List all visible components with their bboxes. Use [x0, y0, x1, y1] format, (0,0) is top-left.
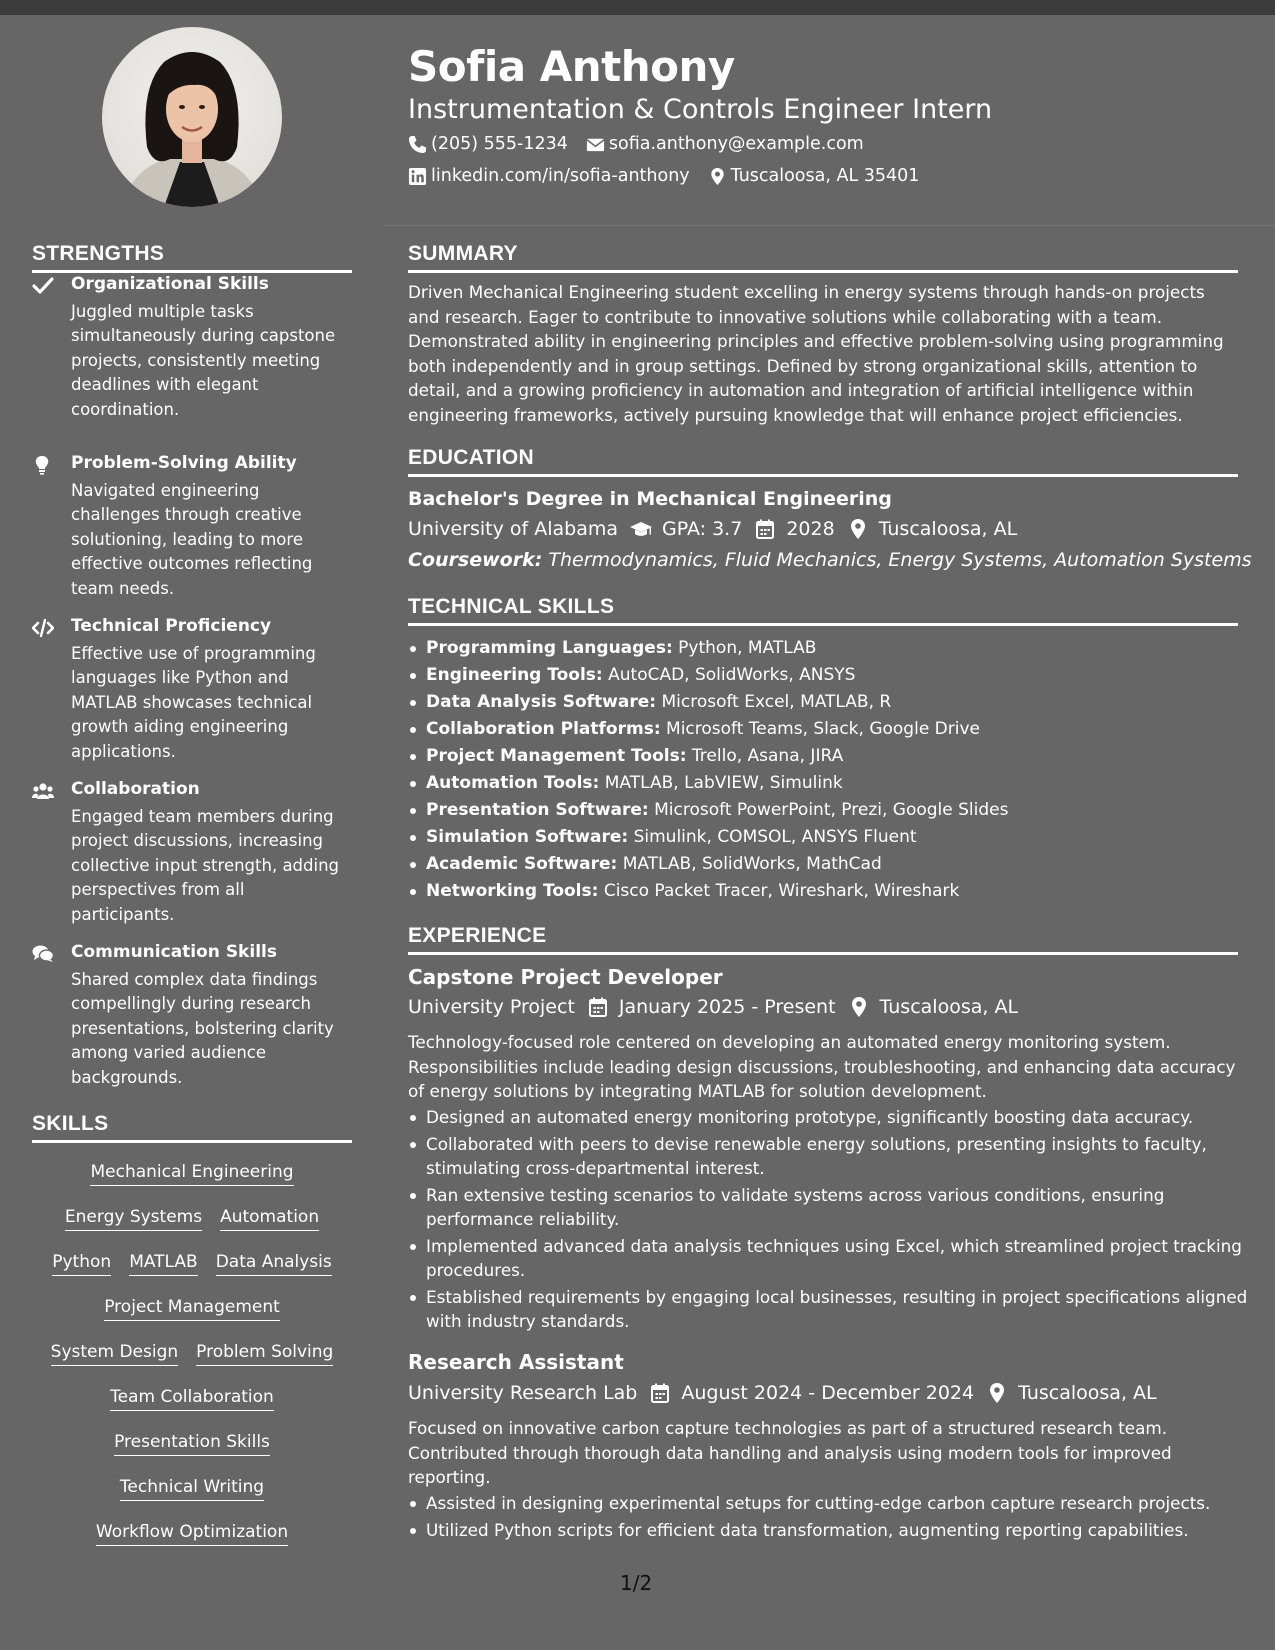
list-item: Utilized Python scripts for efficient data transformation, augmenting reporting capabilities.: [426, 1518, 1256, 1543]
job-description: Focused on innovative carbon capture technologies as part of a structured research team. Contributed through thorough data handling and analysis using modern tools for improved reporting.: [408, 1418, 1172, 1487]
job-title: Capstone Project Developer: [408, 965, 723, 989]
list-item: Implemented advanced data analysis techniques using Excel, which streamlined project tracking procedures.: [426, 1234, 1256, 1283]
skill-values: AutoCAD, SolidWorks, ANSYS: [608, 665, 856, 685]
skill-tag: MATLAB: [129, 1252, 198, 1276]
strength-title: Collaboration: [71, 779, 200, 799]
list-item: Established requirements by engaging local businesses, resulting in project specifications aligned with industry standards.: [426, 1285, 1256, 1334]
skill-row: [32, 1342, 352, 1366]
skill-row: [32, 1297, 352, 1321]
school-name: University of Alabama: [408, 518, 619, 540]
skill-tag: Automation: [220, 1207, 319, 1231]
skill-category: Programming Languages:: [426, 638, 673, 658]
job-location: Tuscaloosa, AL: [1018, 1382, 1157, 1404]
phone-text: (205) 555-1234: [431, 134, 568, 154]
education-location: Tuscaloosa, AL: [878, 518, 1018, 540]
gpa-text: GPA: 3.7: [662, 518, 743, 540]
location-text: Tuscaloosa, AL 35401: [730, 166, 920, 186]
top-bar: [0, 0, 1275, 15]
contact-line: [408, 166, 937, 186]
list-item: Designed an automated energy monitoring prototype, significantly boosting data accuracy.: [426, 1105, 1256, 1130]
list-item: Ran extensive testing scenarios to validate systems across various conditions, ensuring performance reliability.: [426, 1183, 1256, 1232]
map-pin-icon: [986, 1382, 1008, 1404]
linkedin-icon: [408, 167, 427, 186]
skill-tag: Data Analysis: [216, 1252, 332, 1276]
skill-category: Engineering Tools:: [426, 665, 603, 685]
strength-title: Problem-Solving Ability: [71, 453, 297, 473]
skill-values: Cisco Packet Tracer, Wireshark, Wireshark: [603, 881, 960, 901]
job-dates: January 2025 - Present: [618, 996, 836, 1018]
calendar-icon: [754, 518, 776, 540]
phone-icon: [408, 135, 427, 154]
skill-values: Simulink, COMSOL, ANSYS Fluent: [633, 827, 917, 847]
page-number: 1/2: [620, 1571, 653, 1595]
strength-description: Juggled multiple tasks simultaneously during capstone projects, consistently meeting deadlines with elegant coordination.: [71, 302, 336, 419]
skill-category: Simulation Software:: [426, 827, 629, 847]
technical-skills-heading: TECHNICAL SKILLS: [408, 595, 1238, 626]
experience-heading: EXPERIENCE: [408, 924, 1238, 955]
users-icon: [32, 781, 56, 801]
strength-description: Navigated engineering challenges through creative solutioning, leading to more effective outcomes reflecting team needs.: [71, 481, 313, 598]
skill-category: Presentation Software:: [426, 800, 649, 820]
job-org: University Research Lab: [408, 1382, 638, 1404]
skill-tag: Energy Systems: [65, 1207, 202, 1231]
skill-tag: Presentation Skills: [114, 1432, 270, 1456]
calendar-icon: [649, 1382, 671, 1404]
skill-row: [32, 1387, 352, 1411]
strength-title: Technical Proficiency: [71, 616, 272, 636]
checkmark-icon: [32, 276, 56, 296]
coursework-label: Coursework:: [408, 549, 543, 571]
profile-photo: [102, 27, 282, 207]
skill-tag: Workflow Optimization: [96, 1522, 288, 1546]
job-title: Research Assistant: [408, 1350, 624, 1374]
lightbulb-icon: [32, 455, 56, 475]
list-item: [426, 880, 1256, 907]
list-item: [426, 637, 1256, 664]
map-pin-icon: [847, 518, 869, 540]
location-contact: [708, 166, 920, 186]
education-meta: [408, 518, 1017, 540]
skill-row: [32, 1522, 352, 1546]
education-heading: EDUCATION: [408, 446, 1238, 477]
skill-tag: Team Collaboration: [110, 1387, 274, 1411]
coursework-line: [408, 549, 1252, 571]
job-org: University Project: [408, 996, 575, 1018]
chat-bubbles-icon: [32, 944, 56, 964]
skill-category: Project Management Tools:: [426, 746, 687, 766]
technical-skills-list: [408, 637, 1256, 907]
skills-heading: SKILLS: [32, 1112, 352, 1143]
list-item: [426, 664, 1256, 691]
job-description: Technology-focused role centered on developing an automated energy monitoring system. Responsibilities include leading design discussions, troubleshooting, and enhancing data accuracy of energy solutions by integrating MATLAB for solution development.: [408, 1032, 1236, 1101]
skill-category: Collaboration Platforms:: [426, 719, 661, 739]
skill-values: Trello, Asana, JIRA: [691, 746, 844, 766]
summary-text: Driven Mechanical Engineering student excelling in energy systems through hands-on projects and research. Eager to contribute to innovative solutions while collaborating with a team. Demonstrated ability in engineering principles and effective problem-solving using programming both independently and in group settings. Defined by strong organizational skills, attention to detail, and a growing proficiency in automation and integration of artificial intelligence within engineering frameworks, actively pursuing knowledge that will enhance project efficiencies.: [408, 282, 1224, 425]
list-item: [426, 772, 1256, 799]
job-bullets: [408, 1491, 1256, 1544]
skill-values: Microsoft Teams, Slack, Google Drive: [666, 719, 980, 739]
list-item: [426, 691, 1256, 718]
candidate-name: Sofia Anthony: [408, 42, 735, 91]
skill-values: Microsoft Excel, MATLAB, R: [661, 692, 892, 712]
strength-description: Shared complex data findings compellingly during research presentations, bolstering clarity among varied audience backgrounds.: [71, 970, 334, 1087]
skill-row: [32, 1252, 352, 1276]
skill-category: Automation Tools:: [426, 773, 600, 793]
skill-values: Python, MATLAB: [678, 638, 817, 658]
email-contact[interactable]: [586, 134, 864, 154]
list-item: [426, 745, 1256, 772]
strength-title: Communication Skills: [71, 942, 277, 962]
strength-title: Organizational Skills: [71, 274, 269, 294]
linkedin-contact[interactable]: [408, 166, 690, 186]
map-pin-icon: [848, 996, 870, 1018]
list-item: [426, 853, 1256, 880]
skill-row: [32, 1477, 352, 1501]
skill-category: Data Analysis Software:: [426, 692, 657, 712]
job-location: Tuscaloosa, AL: [879, 996, 1019, 1018]
skill-category: Networking Tools:: [426, 881, 599, 901]
strengths-heading: STRENGTHS: [32, 242, 352, 273]
coursework-text: Thermodynamics, Fluid Mechanics, Energy Systems, Automation Systems: [548, 549, 1252, 571]
skill-values: MATLAB, LabVIEW, Simulink: [604, 773, 843, 793]
list-item: [426, 826, 1256, 853]
skill-row: [32, 1207, 352, 1231]
graduation-year: 2028: [786, 518, 835, 540]
skill-row: [32, 1432, 352, 1456]
list-item: Assisted in designing experimental setups for cutting-edge carbon capture research projects.: [426, 1491, 1256, 1516]
linkedin-text: linkedin.com/in/sofia-anthony: [431, 166, 690, 186]
map-pin-icon: [708, 167, 727, 186]
skill-tag: Problem Solving: [196, 1342, 333, 1366]
job-meta: [408, 996, 1018, 1018]
skill-tag: Technical Writing: [120, 1477, 264, 1501]
skill-category: Academic Software:: [426, 854, 618, 874]
envelope-icon: [586, 135, 605, 154]
skill-tag: Project Management: [104, 1297, 280, 1321]
job-bullets: [408, 1105, 1256, 1336]
skill-tag: System Design: [51, 1342, 179, 1366]
summary-heading: SUMMARY: [408, 242, 1238, 273]
skill-values: Microsoft PowerPoint, Prezi, Google Slides: [654, 800, 1009, 820]
skill-values: MATLAB, SolidWorks, MathCad: [622, 854, 882, 874]
code-icon: [32, 618, 56, 638]
skill-tag: Mechanical Engineering: [90, 1162, 293, 1186]
phone-contact[interactable]: [408, 134, 568, 154]
contact-line: [408, 134, 882, 154]
list-item: Collaborated with peers to devise renewable energy solutions, presenting insights to faculty, stimulating cross-departmental interest.: [426, 1132, 1256, 1181]
list-item: [426, 718, 1256, 745]
candidate-role: Instrumentation & Controls Engineer Intern: [408, 94, 993, 125]
graduation-cap-icon: [630, 518, 652, 540]
job-meta: [408, 1382, 1157, 1404]
strength-description: Effective use of programming languages like Python and MATLAB showcases technical growth aiding engineering applications.: [71, 644, 316, 761]
email-text: sofia.anthony@example.com: [608, 134, 864, 154]
calendar-icon: [587, 996, 609, 1018]
degree-title: Bachelor's Degree in Mechanical Engineering: [408, 488, 892, 510]
list-item: [426, 799, 1256, 826]
skill-row: [32, 1162, 352, 1186]
header-divider: [383, 225, 1275, 226]
skill-tag: Python: [52, 1252, 111, 1276]
job-dates: August 2024 - December 2024: [681, 1382, 975, 1404]
strength-description: Engaged team members during project discussions, increasing collective input strength, adding perspectives from all participants.: [71, 807, 340, 924]
